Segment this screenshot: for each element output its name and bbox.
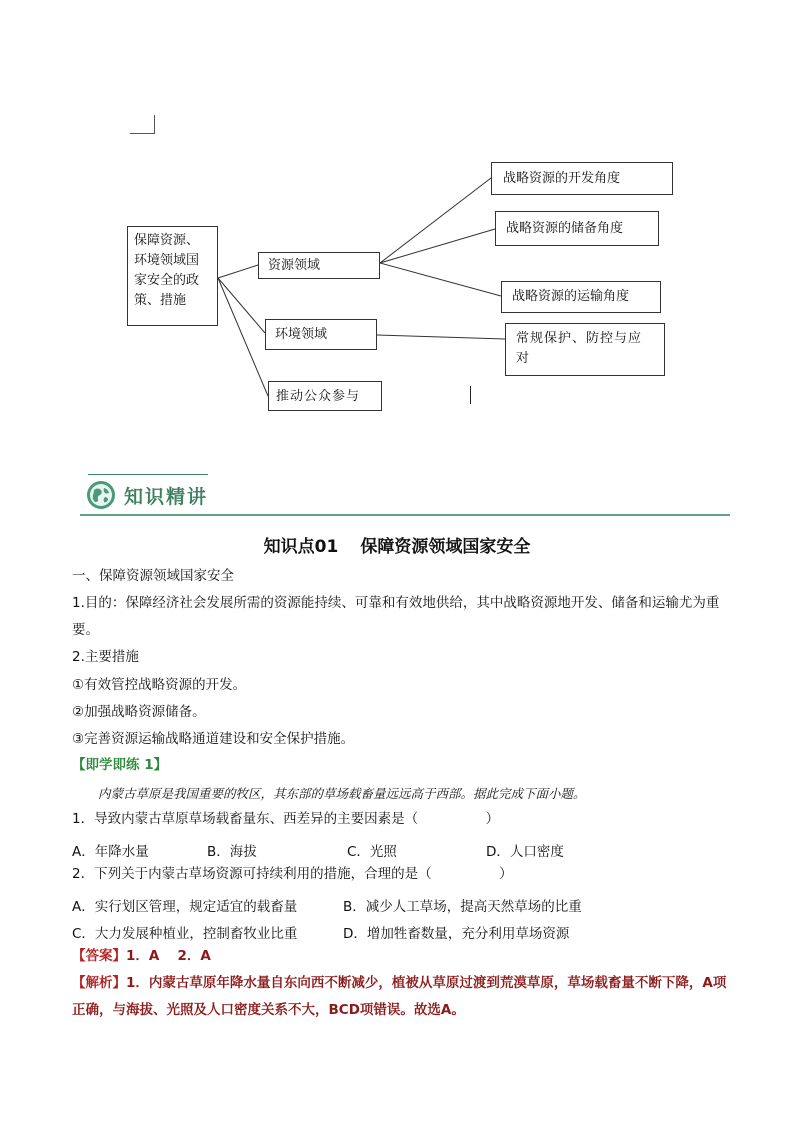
q1-option-b: B．海拔 (207, 844, 257, 860)
answer-label: 【答案】 (72, 948, 126, 964)
answer-line (72, 943, 732, 970)
measure-item: ②加强战略资源储备。 (72, 704, 206, 720)
mindmap-leaf-transport: 战略资源的运输角度 (501, 281, 661, 313)
question-2: 2．下列关于内蒙古草场资源可持续利用的措施，合理的是（ ） (72, 866, 513, 882)
mindmap-root (127, 226, 218, 326)
mindmap-branch-public: 推动公众参与 (268, 381, 382, 411)
practice-label: 【即学即练 1】 (72, 757, 168, 773)
analysis-text: 1．内蒙古草原年降水量自东向西不断减少，植被从草原过渡到荒漠草原，草场载畜量不断下降，A项正确，与海拔、光照及人口密度关系不大，BCD项错误。故选A。 (72, 975, 727, 1018)
q2-option-b: B．减少人工草场，提高天然草场的比重 (343, 899, 582, 915)
q2-option-c: C．大力发展种植业，控制畜牧业比重 (72, 926, 298, 942)
section-header (80, 474, 730, 516)
analysis-label: 【解析】 (72, 975, 126, 991)
answer-text: 1．A 2．A (126, 948, 211, 964)
mindmap-root-label: 保障资源、环境领域国家安全的政策、措施 (134, 233, 200, 308)
q2-option-a: A．实行划区管理，规定适宜的载畜量 (72, 899, 298, 915)
knowledge-point-number: 知识点01 (263, 537, 339, 557)
mindmap-leaf-development: 战略资源的开发角度 (491, 162, 673, 195)
mindmap-diagram (0, 0, 794, 430)
purpose-paragraph: 1.目的：保障经济社会发展所需的资源能持续、可靠和有效地供给，其中战略资源地开发、储备和运输尤为重要。 (72, 595, 720, 638)
heading-section-1: 一、保障资源领域国家安全 (72, 568, 234, 584)
text-cursor (470, 386, 471, 404)
globe-icon (86, 480, 116, 510)
mindmap-branch-environment: 环境领域 (265, 319, 377, 350)
measures-title: 2.主要措施 (72, 649, 139, 665)
q1-option-d: D．人口密度 (486, 844, 564, 860)
analysis-paragraph (72, 970, 732, 1024)
question-intro: 内蒙古草原是我国重要的牧区，其东部的草场载畜量远远高于西部。据此完成下面小题。 (98, 786, 586, 801)
q1-option-c: C．光照 (347, 844, 397, 860)
question-1: 1．导致内蒙古草原草场载畜量东、西差异的主要因素是（ ） (72, 811, 500, 827)
mindmap-branch-resources: 资源领域 (258, 252, 380, 279)
mindmap-leaf-reserve: 战略资源的储备角度 (495, 211, 659, 246)
q2-option-d: D．增加牲畜数量，充分利用草场资源 (343, 926, 570, 942)
knowledge-point-title (0, 532, 794, 557)
mindmap-connectors (0, 0, 794, 430)
mindmap-leaf-protection: 常规保护、防控与应对 (505, 323, 665, 376)
knowledge-point-text: 保障资源领域国家安全 (360, 537, 531, 557)
measure-item: ①有效管控战略资源的开发。 (72, 677, 247, 693)
q1-option-a: A．年降水量 (72, 844, 149, 860)
section-header-title: 知识精讲 (124, 486, 209, 508)
measure-item: ③完善资源运输战略通道建设和安全保护措施。 (72, 731, 355, 747)
